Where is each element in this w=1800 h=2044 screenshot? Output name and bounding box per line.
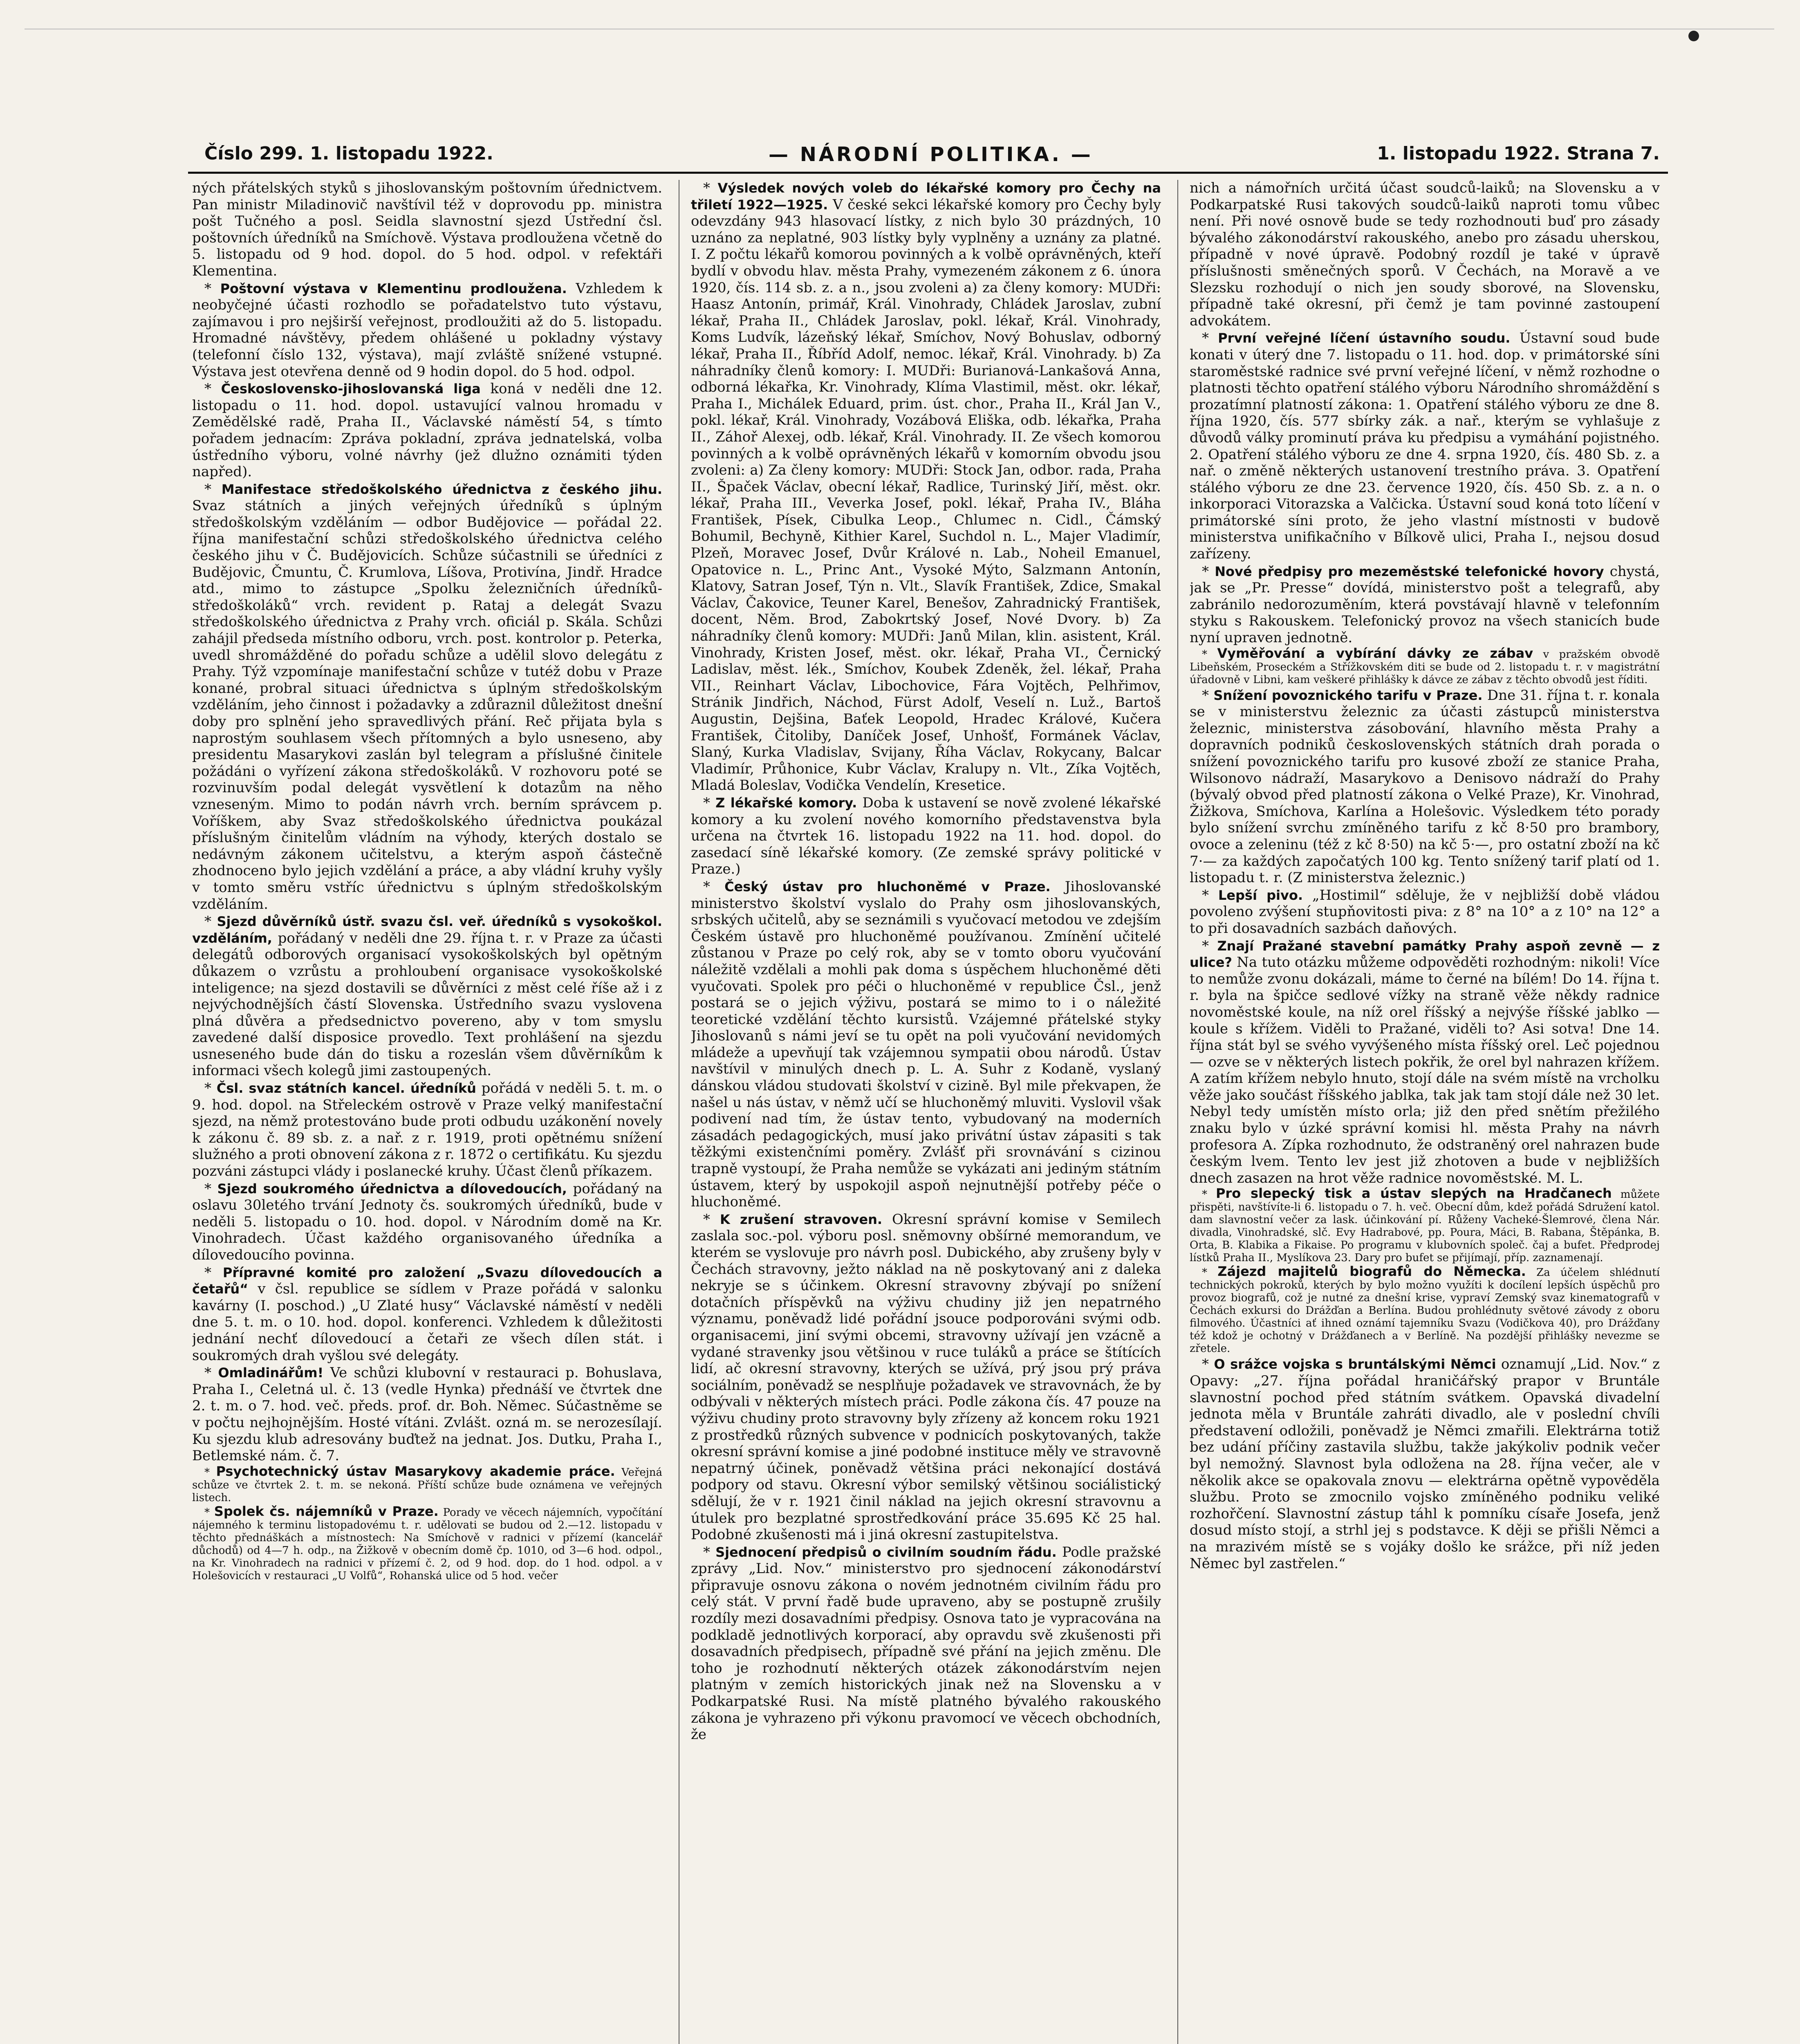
asterisk-icon: *: [1202, 1266, 1218, 1279]
article-headline: Psychotechnický ústav Masarykovy akademie práce.: [216, 1463, 615, 1479]
article-text: Dne 31. října t. r. konala se v ministerstvu železnic za účasti zástupců ministerstva železnic, ministerstva zásobování, hlavního města Prahy a dopravních podniků československých státních drah porada o snížení povoznického tarifu pro kusové zboží ze stanice Praha, Wilsonovo nádraží, Masarykovo a Denisovo nádraží do Prahy (bývalý obvod před platností zákona o Velké Praze), Kr. Vinohrad, Žižkova, Smíchova, Karlína a Holešovic. Výsledkem této porady bylo snížení svrchu zmíněného tarifu z kč 8·50 pro brambory, ovoce a zeleninu (též z kč 8·50) na kč 5·—, pro ostatní zboží na kč 7·— za každých započatých 100 kg. Tento snížený tarif platí od 1. listopadu t. r. (Z ministerstva železnic.): [1190, 687, 1660, 886]
article-headline: Zájezd majitelů biografů do Německa.: [1217, 1264, 1526, 1280]
article-headline: Čsl. svaz státních kancel. úředníků: [216, 1080, 476, 1096]
article-paragraph: [1190, 330, 1660, 562]
article-text: chystá, jak se „Pr. Presse“ dovídá, ministerstvo pošt a telegrafů, aby zabránilo nedorozuměním, která povstávají hlavně v telefonním styku s Rakouskem. Telefonický provoz na všech stanicích bude nyní upraven jednotně.: [1190, 563, 1660, 646]
article-paragraph: [1190, 938, 1660, 1187]
article-paragraph: [1190, 887, 1660, 937]
article-headline: Lepší pivo.: [1218, 887, 1303, 903]
column-divider: [1177, 180, 1178, 2044]
article-text: pořádá v neděli 5. t. m. o 9. hod. dopol. na Střeleckém ostrově v Praze velký manifestační sjezd, na němž protestováno bude proti odbudu uzákonění novely k zákonu č. 89 sb. z. a nař. z r. 1919, proti opětnému snížení služného a proti obnovení zákona z r. 1872 o certifikátu. Ku sjezdu pozváni zástupci vlády i poslanecké kruhy. Účast členů příkazem.: [192, 1080, 662, 1180]
article-paragraph: [691, 879, 1161, 1210]
asterisk-icon: *: [1202, 1188, 1216, 1201]
article-text: Okresní správní komise v Semilech zaslala soc.-pol. výboru posl. sněmovny obšírné memorandum, ve kterém se vyslovuje pro návrh posl. Dubického, aby zrušeny byly v Čechách stravovny, ježto náklad na ně poskytovaný ani z daleka nekryje se s účinkem. Okresní stravovny zbývají po snížení dotačních příspěvků na výživu chudiny již jen nepatrného významu, poněvadž lidé pořádní jsouce podporováni svými odb. organisacemi, jiní svými obcemi, stravovny užívají jen vzácně a vydané stravenky jsou většinou v ruce tuláků a práce se štítících lidí, ač okresní stravovny, kterých se užívá, prý jsou prý práva sociálním, poněvadž se nesplňuje požadavek ve stravovnách, že by odbývali v některých místech práci. Podle zákona čís. 47 pouze na výživu chudiny proto stravovny byly zřízeny až koncem roku 1921 z prostředků různých subvence v podnicích poskytovaných, takže okresní správní komise a jiné podobné instituce měly ve stravovně nepatrný účinek, poněvadž většina práci nekonající dostává podpory od stavu. Okresní výbor semilský většinou sociálistický sdělují, že v r. 1921 činil náklad na jejich okresní stravovnu a útulek pro bezplatné sprostředkování práce 35.695 Kč 25 hal. Podobné zkušenosti má i jiná okresní zastupitelstva.: [691, 1211, 1161, 1543]
article-text: nich a námořních určitá účast soudců-laiků; na Slovensku a v Podkarpatské Rusi takových soudců-laiků naproti tomu vůbec není. Při nové osnově bude se tedy rozhodnouti buď pro zásady bývalého zákonodárství rakouského, anebo pro zásadu uherskou, případně v nové úpravě. Podobný rozdíl je také v úpravě příslušnosti směnečných sporů. V Čechách, na Moravě a ve Slezsku rozhodují o nich jen soudy sborové, na Slovensku, případně také okresní, při čemž je tam povinné zastoupení advokátem.: [1190, 180, 1660, 329]
article-paragraph: [1190, 180, 1660, 329]
column-1: [192, 180, 662, 2044]
article-paragraph: [1190, 1187, 1660, 1264]
article-text: Ve schůzi klubovní v restauraci p. Bohuslava, Praha I., Celetná ul. č. 13 (vedle Hynka) přednáší ve čtvrtek dne 2. t. m. o 7. hod. več. předs. prof. dr. Boh. Němec. Súčastněme se v počtu nejhojnějším. Hosté vítáni. Zvlášt. ozná m. se nerozesílají. Ku sjezdu klub adresovány buďtež na jednat. Jos. Dutku, Praha I., Betlemské nám. č. 7.: [192, 1365, 662, 1464]
asterisk-icon: *: [204, 481, 222, 498]
asterisk-icon: *: [1202, 937, 1217, 954]
article-headline: Poštovní výstava v Klementinu prodloužena.: [220, 280, 567, 296]
article-text: koná v neděli dne 12. listopadu o 11. hod. dopol. ustavující valnou hromadu v Zemědělské radě, Praha II., Václavské náměstí 54, s tímto pořadem jednacím: Zpráva pokladní, zpráva jednatelská, volba ústředního výboru, volné návrhy (jež dlužno oznámiti týden napřed).: [192, 381, 662, 480]
article-text: Na tuto otázku můžeme odpověděti rozhodným: nikoli! Více to nemůže zvonu dokázali, máme to černé na bílém! Do 14. října t. r. byla na špičce sedlové vížky na straně věže někdy radnice novoměstské koule, na níž orel říšský a nejvýše říšské jablko — koule s křížem. Viděli to Pražané, viděli to? Asi sotva! Dne 14. října stát byl se svého vyvýšeného místa říšský orel. Leč pojednou — ozve se v některých listech pokřik, že orel byl nahrazen křížem. A zatím křížem nebylo hnuto, stojí dále na svém místě na vrcholku věže jako součást říšského jablka, tak jak tam stojí dále než 30 let. Nebyl tedy umístěn místo orla; již den před snětím přežilého znaku bylo v úzké správní komisi hl. města Prahy na návrh profesora A. Zípka rozhodnuto, že odstraněný orel nahrazen bude českým lvem. Tento lev jest již zhotoven a bude v nejbližších dnech zasazen na hrot věže radnice novoměstské. M. L.: [1190, 954, 1660, 1186]
article-headline: Spolek čs. nájemníků v Praze.: [214, 1503, 439, 1519]
asterisk-icon: *: [703, 878, 725, 895]
article-text: Podle pražské zprávy „Lid. Nov.“ ministerstvo pro sjednocení zákonodárství připravuje osnovu zákona o novém jednotném civilním řádu pro celý stát. V první řadě bude upraveno, aby se postupně zrušily rozdíly mezi dosavadními předpisy. Osnova tato je vypracována na podkladě jednotlivých korporací, aby opravdu svě zkušenosti při dosavadních předpisech, případně své přání na jejich změnu. Dle toho je rozhodnutí některých otázek zákonodárstvím nejen platným v zemích historických jinak než na Slovensku a v Podkarpatské Rusi. Na místě platného bývalého rakouského zákona je vyhrazeno při výkonu pravomocí ve věcech obchodních, že: [691, 1544, 1161, 1743]
article-paragraph: [192, 1080, 662, 1180]
article-paragraph: [691, 180, 1161, 794]
article-paragraph: [1190, 563, 1660, 646]
article-paragraph: [192, 913, 662, 1079]
column-3: [1190, 180, 1660, 2044]
article-paragraph: [192, 1505, 662, 1582]
asterisk-icon: *: [204, 1466, 216, 1479]
asterisk-icon: *: [204, 913, 217, 930]
article-paragraph: [1190, 647, 1660, 686]
article-headline: Omladinářům!: [218, 1365, 324, 1381]
article-paragraph: [192, 381, 662, 480]
asterisk-icon: *: [703, 1544, 716, 1560]
asterisk-icon: *: [703, 180, 718, 196]
article-paragraph: [691, 1544, 1161, 1743]
article-headline: O srážce vojska s bruntálskými Němci: [1214, 1356, 1496, 1372]
article-paragraph: [192, 1264, 662, 1364]
asterisk-icon: *: [1202, 1356, 1214, 1373]
article-paragraph: [192, 481, 662, 912]
header-masthead: — NÁRODNÍ POLITIKA. —: [769, 143, 1093, 166]
asterisk-icon: *: [703, 794, 716, 811]
ink-blot: [1688, 31, 1699, 41]
article-headline: Z lékařské komory.: [715, 795, 857, 811]
column-2: [691, 180, 1161, 2044]
article-text: Ústavní soud bude konati v úterý dne 7. listopadu o 11. hod. dop. v primátorské síni staroměstské radnice své první veřejné líčení, v němž rozhodne o platnosti těchto opatření stálého výboru Národního shromáždění s prozatímní platností zákona: 1. Opatření stálého výboru ze dne 8. října 1920, čís. 577 sbírky zák. a nař., kterým se vyhlašuje z důvodů války prominutí práva ku předpisu a vymáhání pojistného. 2. Opatření stálého výboru ze dne 4. srpna 1920, čís. 480 Sb. z. a nař. o změně některých ustanovení trestního práva. 3. Opatření stálého výboru ze dne 23. července 1920, čís. 450 Sb. z. a n. o inkorporaci Vitorazska a Valčicka. Ústavní soud koná toto líčení v primátorské síni proto, že jeho vlastní místnosti v budově ministerstva unifikačního v Bílkově ulici, Praha I., nejsou dosud zařízeny.: [1190, 330, 1660, 563]
article-paragraph: [192, 1365, 662, 1464]
asterisk-icon: *: [204, 381, 221, 397]
article-text: Jihoslovanské ministerstvo školství vyslalo do Prahy osm jihoslovanských, srbských učitelů, aby se seznámili s vyučovací metodou ve zdejším Českém ústavě pro hluchoněmé používanou. Zmínění učitelé zůstanou v Praze po celý rok, aby se v tomto oboru vyučování náležitě vzdělali a mohli pak doma s úspěchem hluchoněmé děti vyučovati. Spolek pro péči o hluchoněmé v republice Čsl., jenž postará se o jejich výživu, postará se mimo to i o náležité teoretické vzdělání těchto kursistů. Vzájemné přátelské styky Jihoslovanů s námi jeví se tu opět na poli vyučování nevidomých mládeže a upevňují tak vzájemnou sympatii obou národů. Ústav navštívil v minulých dnech p. L. A. Suhr z Kodaně, vyslaný dánskou vládou studovati školství v cizině. Byl mile překvapen, že našel u nás ústav, v němž učí se hluchoněmý mluviti. Vyslovil však podivení nad tím, že ústav tento, vybudovaný na moderních zásadách pedagogických, musí jako privátní ústav zápasiti s tak těžkými existenčními poměry. Zvlášť při srovnávání s cizinou trapně vystoupí, že Praha nemůže se vykázati ani jediným státním ústavem, který by uspokojil aspoň nejnutnější potřeby péče o hluchoněmé.: [691, 878, 1161, 1210]
page-top-edge: [25, 0, 1774, 29]
header-issue-date: Číslo 299. 1. listopadu 1922.: [204, 143, 493, 164]
asterisk-icon: *: [1202, 563, 1215, 580]
article-headline: Vyměřování a vybírání dávky ze zábav: [1217, 645, 1533, 661]
article-headline: Nové předpisy pro mezeměstské telefonické hovory: [1215, 563, 1604, 579]
article-text: můžete přispěti, navštívíte-li 6. listopadu o 7. h. več. Obecní dům, kdež pořádá Sdružení katol. dam slavnostní večer za lask. účinkování pí. Růženy Vacheké-Šlemrové, člena Nár. divadla, Vinohradské, slč. Evy Hadrabové, pp. Poura, Máci, B. Rabana, Štěpánka, B. Orta, B. Klabika a Fikaise. Po programu v klubovních společ. čaj a bufet. Předprodej lístků Praha II., Myslíkova 23. Dary pro bufet se přijímají, příp. zaznamenají.: [1190, 1188, 1660, 1264]
article-paragraph: [192, 280, 662, 380]
article-text: V české sekci lékařské komory pro Čechy byly odevzdány 943 hlasovací lístky, z nich bylo 30 prázdných, 10 uznáno za neplatné, 903 lístky byly vyplněny a uznány za platné. I. Z počtu lékařů komorou povinných a k volbě oprávněných, kteří bydlí v obvodu hlav. města Prahy, vymezeném zákonem z 6. února 1920, čís. 114 sb. z. a n., jsou zvoleni a) za členy komory: MUDři: Haasz Antonín, primář, Král. Vinohrady, Chládek Jaroslav, zubní lékař, Praha II., Chládek Jaroslav, pokl. lékař, Král. Vinohrady, Koms Ludvík, lázeňský lékař, Smíchov, Nový Bohuslav, odborný lékař, Praha II., Říbříd Adolf, nemoc. lékař, Král. Vinohrady. b) Za náhradníky členů komory: I. MUDři: Burianová-Lankašová Anna, odborná lékařka, Kr. Vinohrady, Klíma Vlastimil, měst. okr. lékař, Praha I., Michálek Eduard, prim. úst. chor., Praha II., Král Jan V., pokl. lékař, Král. Vinohrady, Vozábová Eliška, odb. lékařka, Praha II., Záhoř Alexej, odb. lékař, Král. Vinohrady. II. Ze všech komorou povinných a k volbě oprávněných lékařů v komorním obvodu jsou zvoleni: a) Za členy komory: MUDři: Stock Jan, odbor. rada, Praha II., Špaček Václav, obecní lékař, Radlice, Turinský Jiří, měst. okr. lékař, Praha III., Veverka Josef, pokl. lékař, Praha IV., Bláha František, Písek, Cibulka Leop., Chlumec n. Cidl., Čámský Bohumil, Bechyně, Kithier Karel, Suchdol n. L., Majer Vladimír, Plzeň, Moravec Josef, Dvůr Králové n. Lab., Noheil Emanuel, Opatovice n. L., Princ Ant., Vysoké Mýto, Salzmann Antonín, Klatovy, Satran Josef, Týn n. Vlt., Slavík František, Zdice, Smakal Václav, Čakovice, Teuner Karel, Benešov, Zahradnický František, docent, Něm. Brod, Zabokrtský Josef, Nové Dvory. b) Za náhradníky členů komory: MUDři: Janů Milan, klin. asistent, Král. Vinohrady, Kristen Josef, měst. okr. lékař, Praha VI., Černický Ladislav, měst. lék., Smíchov, Koubek Zdeněk, žel. lékař, Praha VII., Reinhart Václav, Libochovice, Fára Vojtěch, Pelhřimov, Stránik Jindřich, Náchod, Fürst Adolf, Veselí n. Luž., Bartoš Augustin, Dejšina, Baťek Leopold, Hradec Králové, Kučera František, Čitoliby, Daníček Josef, Unhošť, Formánek Václav, Slaný, Kurka Vladislav, Svijany, Říha Václav, Rokycany, Balcar Vladimír, Průhonice, Kubr Václav, Kralupy n. Vlt., Zíka Vojtěch, Mladá Boleslav, Vodička Vendelín, Kresetice.: [691, 196, 1161, 794]
article-headline: Znají Pražané stavební památky Prahy aspoň zevně — z ulice?: [1190, 938, 1660, 970]
article-text: Za účelem shlédnutí technických pokroků, kterých by bylo možno využíti k docílení lepších úspěchů pro provoz biografů, což je nutné za dnešní krise, vypraví Zemský svaz kinematografů v Čechách exkursi do Drážďan a Berlína. Budou prohlédnuty světové závody z oboru filmového. Účastníci ať ihned oznámí tajemníku Svazu (Vodičkova 40), pro Drážďany též kdož je ochotný v Drážďanech a v Berlíně. Na pozdější přihlášky nevezme se zřetele.: [1190, 1266, 1660, 1355]
asterisk-icon: *: [204, 1180, 217, 1197]
asterisk-icon: *: [204, 1506, 214, 1519]
article-headline: První veřejné líčení ústavního soudu.: [1218, 330, 1511, 346]
article-text: v pražském obvodě Libeňském, Proseckém a Střížkovském diti se bude od 2. listopadu t. r. v magistrátní úřadovně v Libni, kam veškeré přihlášky k dávce ze zábav z těchto obvodů jest říditi.: [1190, 648, 1660, 686]
article-paragraph: [1190, 687, 1660, 886]
article-paragraph: [192, 1465, 662, 1504]
article-text: pořádaný v neděli dne 29. října t. r. v Praze za účasti delegátů odborových organisací vysokoškolských byl opětným důkazem o vzrůstu a prohloubení organisace vysokoškolské inteligence; na sjezd dostavili se důvěrníci z měst celé říše až i z nejvýchodnějších částí Slovenska. Ústředního svazu vyslovena plná důvěra a předsednictvo povereno, aby v tom smyslu zavedené další disposice provedlo. Text prohlášení na sjezdu usneseného bude dán do tisku a rozeslán všem důvěrníkům k informaci všech kolegů jimi zastoupených.: [192, 930, 662, 1079]
asterisk-icon: *: [1202, 687, 1214, 704]
article-text: Porady ve věcech nájemních, vypočítání nájemného k terminu listopadovému t. r. udělovati se budou od 2.—12. listopadu v těchto přednáškách a místnostech: Na Smíchově v radnici v přízemí (kancelář důchodů) od 4—7 h. odp., na Žižkově v obecním domě čp. 1010, od 3—6 hod. odpol., na Kr. Vinohradech na radnici v přízemí č. 2, od 9 hod. dop. do 1 hod. odpol. a v Holešovicích v restauraci „U Volfů“, Rohanská ulice od 5 hod. večer: [192, 1506, 662, 1582]
article-headline: Manifestace středoškolského úřednictva z českého jihu.: [221, 481, 662, 497]
article-paragraph: [192, 180, 662, 280]
asterisk-icon: *: [1202, 648, 1217, 661]
asterisk-icon: *: [204, 1264, 223, 1281]
article-paragraph: [1190, 1265, 1660, 1355]
article-text: Doba k ustavení se nově zvolené lékařské komory a ku zvolení nového komorního představenstva byla určena na čtvrtek 16. listopadu 1922 na 11. hod. dopol. do zasedací síně lékařské komory. (Ze zemské správy politické v Praze.): [691, 794, 1161, 878]
article-paragraph: [691, 795, 1161, 878]
article-headline: Československo-jihoslovanská liga: [221, 381, 481, 397]
page-header: [204, 139, 1660, 172]
article-headline: Snížení povoznického tarifu v Praze.: [1213, 687, 1483, 703]
asterisk-icon: *: [1202, 887, 1218, 903]
article-headline: Přípravné komité pro založení „Svazu dílovedoucích a četařů“: [192, 1264, 662, 1297]
article-text: Vzhledem k neobyčejné účasti rozhodlo se pořadatelstvo tuto výstavu, zajímavou i pro nejširší veřejnost, prodloužiti až do 5. listopadu. Hromadné návštěvy, předem ohlášené u pokladny výstavy (telefonní číslo 132, výstava), mají zvláště snížené vstupné. Výstava jest otevřena denně od 9 hodin dopol. do 5 hod. odpol.: [192, 280, 662, 380]
header-page-number: 1. listopadu 1922. Strana 7.: [1377, 143, 1660, 164]
article-text: Svaz státních a jiných veřejných úředníků s úplným středoškolským vzděláním — odbor Budějovice — pořádal 22. října manifestační schůzi středoškolského úřednictva celého českého jihu v Č. Budějovicích. Schůze súčastnili se úředníci z Budějovic, Čmuntu, Č. Krumlova, Líšova, Protivína, Jindř. Hradce atd., mimo to zástupce „Spolku železničních úředníků-středoškoláků“ vrch. revident p. Rataj a delegát Svazu středoškolského úřednictva z Prahy vrch. oficiál p. Skála. Schůzi zahájil předseda místního odboru, vrch. post. kontrolor p. Peterka, uvedl shromážděné do pořadu schůze a udělil slovo delegátu z Prahy. Týž vzpomínaje manifestační schůze v tutéž dobu v Praze konané, probral situaci úřednictva s úplným středoškolským vzděláním, jeho činnost i požadavky a zdůraznil důležitost dnešní doby pro splnění jeho spravedlivých přání. Reč přijata byla s naprostým souhlasem všech přítomných a bylo usneseno, aby presidentu Masarykovi zaslán byl telegram a příslušné činitele požádáni o vyřízení zákona středoškoláků. V rozhovoru poté se rozvinuvším podal delegát vysvětlení k dotazům na něho vzneseným. Mimo to podán návrh vrch. berním správcem p. Voříškem, aby Svaz středoškolského úřednictva poukázal příslušným činitelům vládním na výhody, kterých dostalo se nedávným zákonem učitelstvu, a kterým aspoň částečně zhodnoceno bylo jejich vzdělání a práce, a aby vládní kruhy vyšly v tomto směru vstříc úřednictvu s úplným středoškolským vzděláním.: [192, 498, 662, 912]
article-headline: Sjezd soukromého úřednictva a dílovedoucích,: [217, 1181, 567, 1197]
article-paragraph: [192, 1181, 662, 1264]
article-text: Veřejná schůze ve čtvrtek 2. t. m. se nekoná. Příští schůze bude oznámena ve veřejných listech.: [192, 1466, 662, 1504]
article-paragraph: [691, 1211, 1161, 1543]
article-headline: K zrušení stravoven.: [720, 1211, 883, 1227]
article-headline: Český ústav pro hluchoněmé v Praze.: [724, 879, 1051, 894]
asterisk-icon: *: [204, 1080, 217, 1097]
asterisk-icon: *: [204, 1365, 218, 1381]
article-headline: Výsledek nových voleb do lékařské komory pro Čechy na třiletí 1922—1925.: [691, 180, 1161, 213]
header-rule: [188, 172, 1668, 174]
article-text: oznamují „Lid. Nov.“ z Opavy: „27. října pořádal hraničářský prapor v Bruntále slavnostní pochod před státním svátkem. Opavská divadelní jednota měla v Bruntále zahráti divadlo, ale v poslední chvíli představení odložili, poněvadž je Němci zmařili. Elektrárna totiž bez udání příčiny zastavila službu, takže jakýkoliv podnik večer byl nemožný. Slavnost byla odložena na 28. října večer, ale v několik akce se opakovala znovu — elektrárna opětně vypověděla službu. Proto se zmocnilo vojsko zmíněného podniku veliké rozhořčení. Slavnostní zástup táhl k pomníku císaře Josefa, jenž dosud místo stojí, a strhl jej s podstavce. K ději se přišli Němci a na mrazivém místě se s vojáky došlo ke srážce, při níž jeden Němec byl zastřelen.“: [1190, 1356, 1660, 1572]
asterisk-icon: *: [204, 280, 220, 297]
asterisk-icon: *: [1202, 330, 1218, 347]
article-headline: Sjednocení předpisů o civilním soudním řádu.: [715, 1544, 1057, 1560]
article-headline: Sjezd důvěrníků ústř. svazu čsl. veř. úředníků s vysokoškol. vzděláním,: [192, 914, 662, 946]
article-headline: Pro slepecký tisk a ústav slepých na Hradčanech: [1215, 1186, 1612, 1201]
article-text: pořádaný na oslavu 30letého trvání Jednoty čs. soukromých úředníků, bude v neděli 5. listopadu o 10. hod. dopol. v Národním domě na Kr. Vinohradech. Účast každého organisovaného úředníka a dílovedoucího povinna.: [192, 1180, 662, 1263]
asterisk-icon: *: [703, 1211, 720, 1228]
article-text: ných přátelských styků s jihoslovanským poštovním úřednictvem. Pan ministr Miladinovič navštívil též v doprovodu pp. ministra pošt Tučného a posl. Seidla slavnostní sjezd Ústřední čsl. poštovních úředníků na Smíchově. Výstava prodloužena včetně do 5. listopadu od 9 hod. dopol. do 5 hod. odpol. v refektáři Klementina.: [192, 180, 662, 279]
article-paragraph: [1190, 1356, 1660, 1572]
article-text: v čsl. republice se sídlem v Praze pořádá v salonku kavárny (I. poschod.) „U Zlaté husy“ Václavské náměstí v neděli dne 5. t. m. o 10. hod. dopol. konferenci. Vzhledem k důležitosti jednání nechť dílovedoucí a četaři ze všech dílen stát. i soukromých drah vyšlou své delegáty.: [192, 1281, 662, 1364]
article-text: „Hostimil“ sděluje, že v nejbližší době vládou povoleno zvýšení stupňovitosti piva: z 8° na 10° a z 10° na 12° a to při dosavadních sazbách daňových.: [1190, 887, 1660, 937]
